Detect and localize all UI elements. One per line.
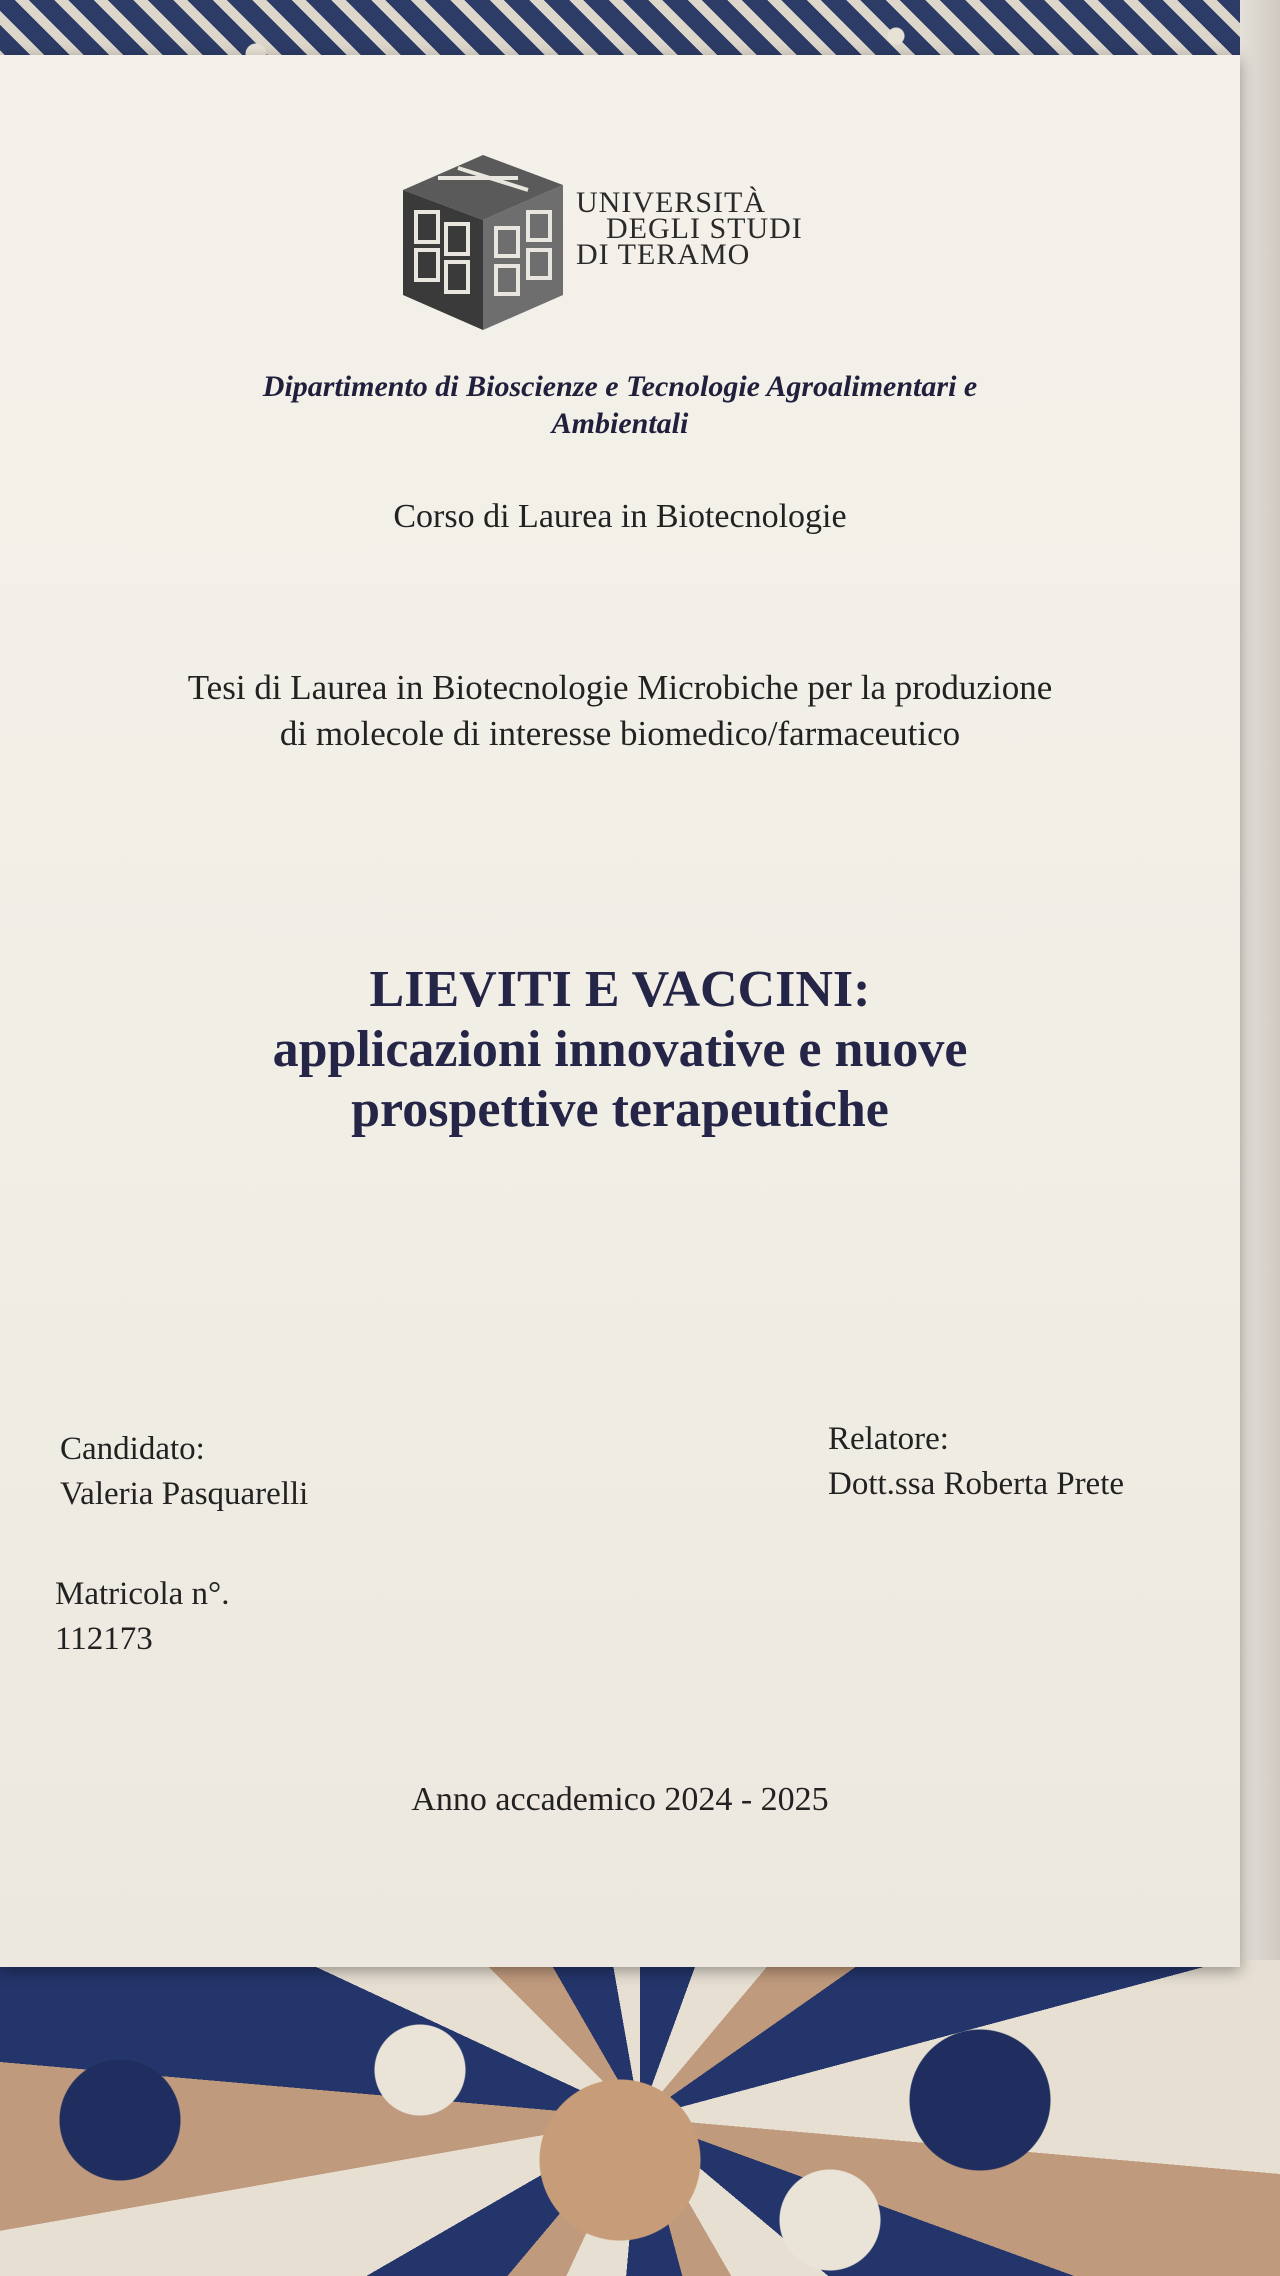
supervisor-label: Relatore: <box>828 1421 949 1457</box>
thesis-cover <box>0 55 1240 1967</box>
supervisor-block <box>828 1417 1124 1507</box>
department-line2: Ambientali <box>551 407 689 440</box>
student-id-block <box>55 1572 229 1662</box>
university-name-line3: DI TERAMO <box>576 238 751 271</box>
thesis-type <box>0 665 1240 757</box>
department-line1: Dipartimento di Bioscienze e Tecnologie Agroalimentari e <box>262 370 978 403</box>
university-name-line1: UNIVERSITÀ <box>576 186 766 219</box>
thesis-type-line2: di molecole di interesse biomedico/farmaceutico <box>279 714 961 753</box>
thesis-title-line3: prospettive terapeutiche <box>351 1081 889 1138</box>
student-id-label: Matricola n°. <box>55 1576 230 1612</box>
tablecloth-right <box>1240 0 1280 2276</box>
university-name <box>576 186 836 271</box>
thesis-title-line2: applicazioni innovative e nuove <box>272 1021 968 1078</box>
thesis-type-line1: Tesi di Laurea in Biotecnologie Microbiche per la produzione <box>187 668 1053 707</box>
thesis-title-line1: LIEVITI E VACCINI: <box>369 961 871 1018</box>
university-logo <box>398 150 838 340</box>
candidate-block <box>60 1427 308 1517</box>
candidate-label: Candidato: <box>60 1431 205 1467</box>
department <box>0 368 1240 442</box>
student-id-value: 112173 <box>55 1621 153 1657</box>
candidate-name: Valeria Pasquarelli <box>60 1476 309 1512</box>
university-cube-logo-icon <box>398 150 568 335</box>
academic-year: Anno accademico 2024 - 2025 <box>411 1781 829 1818</box>
university-name-line2: DEGLI STUDI <box>606 212 803 245</box>
thesis-title <box>0 960 1240 1140</box>
supervisor-name: Dott.ssa Roberta Prete <box>828 1466 1125 1502</box>
course-name: Corso di Laurea in Biotecnologie <box>393 498 847 535</box>
tablecloth-bottom <box>0 1960 1280 2276</box>
